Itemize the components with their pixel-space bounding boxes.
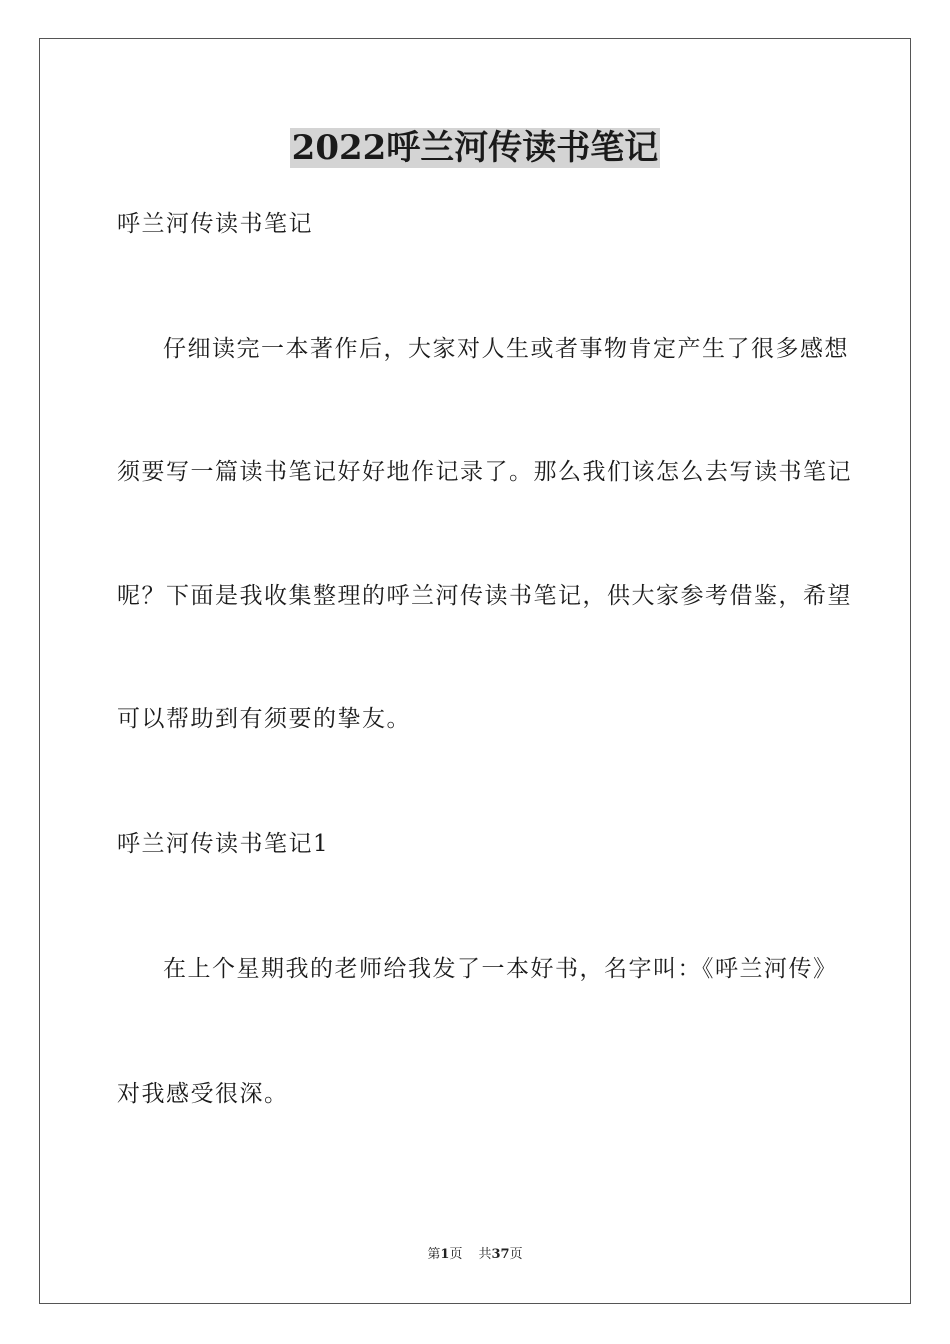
section-heading: 呼兰河传读书笔记1 bbox=[117, 831, 330, 857]
total-pages: 37 bbox=[491, 1247, 510, 1262]
total-label-suffix: 页 bbox=[509, 1247, 523, 1262]
paragraph-line: 仔细读完一本著作后，大家对人生或者事物肯定产生了很多感想 bbox=[163, 336, 849, 362]
paragraph-line: 对我感受很深。 bbox=[117, 1081, 289, 1107]
page-label-prefix: 第 bbox=[427, 1247, 441, 1262]
document-title-text: 2022呼兰河传读书笔记 bbox=[291, 128, 659, 168]
page-footer bbox=[0, 1246, 950, 1264]
page-label-suffix: 页 bbox=[449, 1247, 463, 1262]
document-subtitle: 呼兰河传读书笔记 bbox=[117, 211, 313, 237]
paragraph-line: 须要写一篇读书笔记好好地作记录了。那么我们该怎么去写读书笔记 bbox=[117, 459, 852, 485]
page-number: 1 bbox=[440, 1247, 450, 1262]
paragraph-line: 可以帮助到有须要的挚友。 bbox=[117, 706, 411, 732]
paragraph-line: 呢？下面是我收集整理的呼兰河传读书笔记，供大家参考借鉴，希望 bbox=[117, 583, 852, 609]
paragraph-line: 在上个星期我的老师给我发了一本好书，名字叫：《呼兰河传》 bbox=[163, 956, 838, 982]
total-label-prefix: 共 bbox=[478, 1247, 492, 1262]
document-title bbox=[0, 124, 950, 172]
